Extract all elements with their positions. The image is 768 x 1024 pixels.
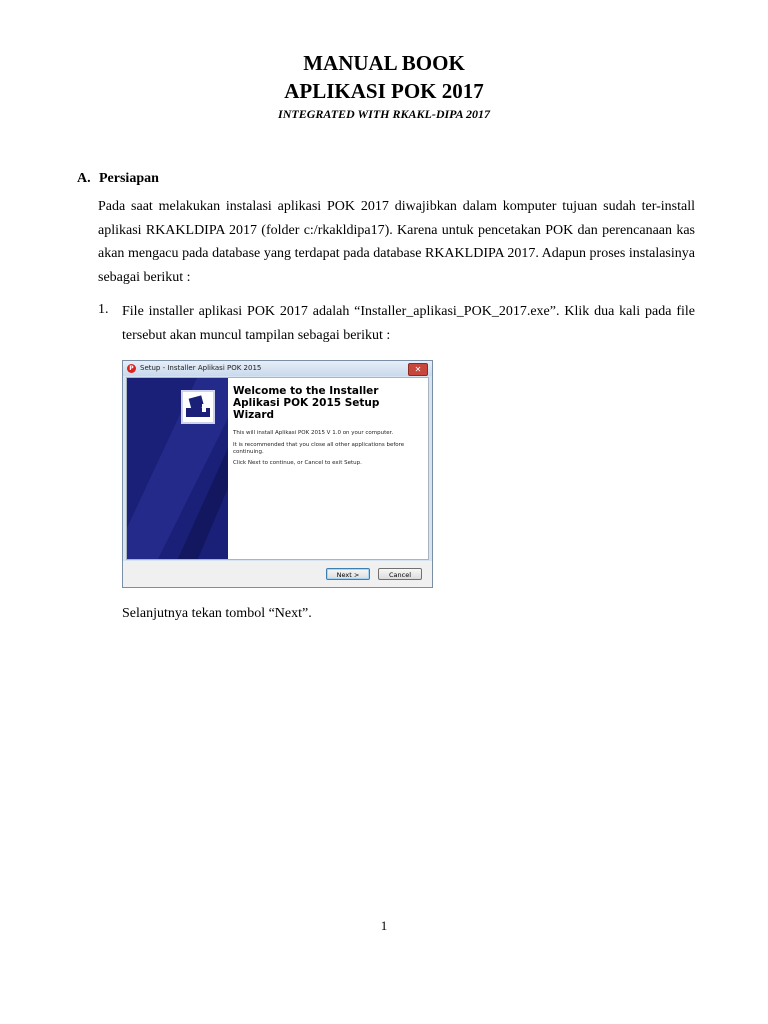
installer-text-2: It is recommended that you close all other applications before continuing. <box>233 441 405 455</box>
step-text: File installer aplikasi POK 2017 adalah “Installer_aplikasi_POK_2017.exe”. Klik dua kali pada file tersebut akan muncul tampilan sebagai berikut : <box>122 304 695 343</box>
cancel-button[interactable]: Cancel <box>378 568 422 580</box>
section-marker: A. <box>77 171 91 186</box>
step-number: 1. <box>98 302 109 317</box>
page-number: 1 <box>380 918 388 933</box>
installer-window-screenshot <box>122 360 433 588</box>
step-after-text: Selanjutnya tekan tombol “Next”. <box>122 606 312 621</box>
close-icon: ✕ <box>408 363 428 376</box>
installer-heading: Welcome to the Installer Aplikasi POK 2015 Setup Wizard <box>233 385 380 421</box>
installer-title: Setup - Installer Aplikasi POK 2015 <box>140 364 262 372</box>
section-title: Persiapan <box>99 171 159 186</box>
installer-app-icon: P <box>127 364 136 373</box>
installer-titlebar <box>123 361 432 376</box>
installer-logo-icon <box>181 390 215 424</box>
document-title-line1: MANUAL BOOK <box>303 51 465 75</box>
installer-text-3: Click Next to continue, or Cancel to exit Setup. <box>233 460 362 467</box>
installer-body <box>126 377 429 560</box>
document-subtitle: INTEGRATED WITH RKAKL-DIPA 2017 <box>278 107 490 121</box>
installer-side-panel <box>127 378 228 559</box>
installer-footer <box>123 561 432 587</box>
installer-content <box>233 385 423 472</box>
document-title-line2: APLIKASI POK 2017 <box>284 79 484 103</box>
section-paragraph: Pada saat melakukan instalasi aplikasi POK 2017 diwajibkan dalam komputer tujuan sudah ter-install aplikasi RKAKLDIPA 2017 (folder c:/rkakldipa17). Karena untuk pencetakan POK dan perencanaan kas akan mengacu pada database yang terdapat pada database RKAKLDIPA 2017. Adapun proses instalasinya sebagai berikut : <box>98 199 695 285</box>
next-button[interactable]: Next > <box>326 568 370 580</box>
section-heading <box>77 171 159 187</box>
installer-text-1: This will install Aplikasi POK 2015 V 1.0 on your computer. <box>233 430 394 436</box>
